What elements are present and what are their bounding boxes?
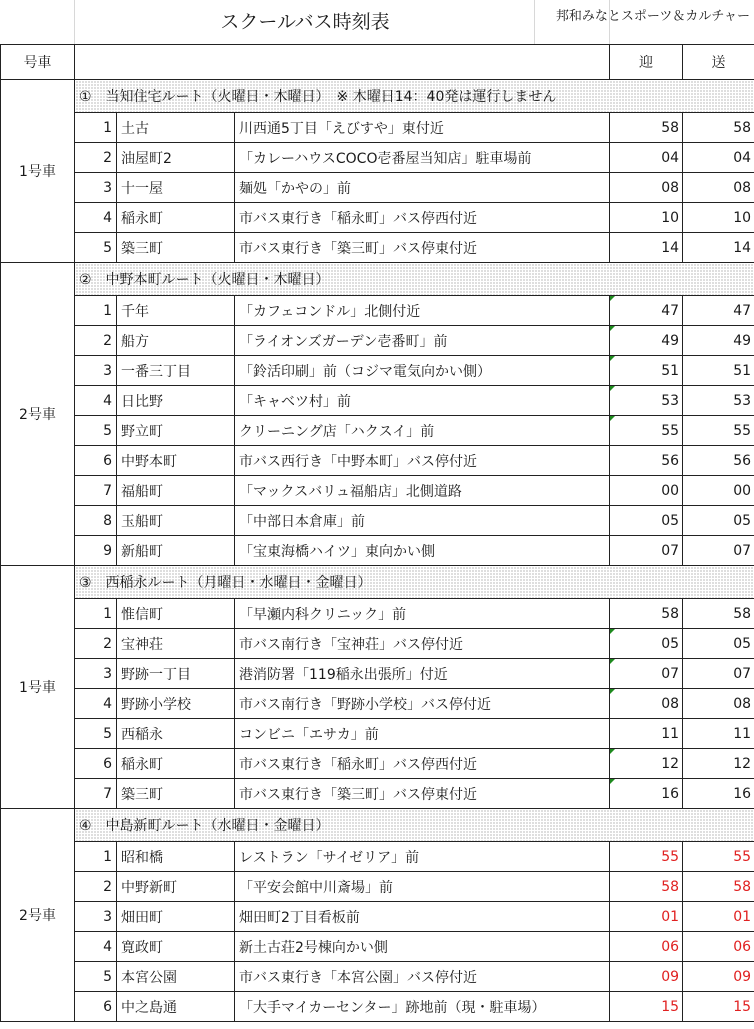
stop-number: 1 bbox=[75, 599, 117, 629]
pickup-time: 07 bbox=[610, 536, 683, 566]
pickup-time: 51 bbox=[610, 356, 683, 386]
pickup-time: 55 bbox=[610, 416, 683, 446]
stop-row bbox=[1, 659, 754, 689]
stop-row bbox=[1, 506, 754, 536]
organization-name: 邦和みなとスポーツ＆カルチャー bbox=[555, 9, 750, 24]
dropoff-time: 58 bbox=[683, 599, 754, 629]
stop-row bbox=[1, 719, 754, 749]
stop-row bbox=[1, 386, 754, 416]
pickup-time: 07 bbox=[610, 659, 683, 689]
dropoff-time: 05 bbox=[683, 629, 754, 659]
stop-name: 野跡一丁目 bbox=[117, 659, 235, 689]
stop-number: 6 bbox=[75, 992, 117, 1022]
route-row bbox=[1, 566, 754, 599]
timetable-table bbox=[0, 44, 754, 1022]
dropoff-time: 49 bbox=[683, 326, 754, 356]
stop-location: 麺処「かやの」前 bbox=[235, 173, 610, 203]
stop-number: 7 bbox=[75, 779, 117, 809]
dropoff-time: 06 bbox=[683, 932, 754, 962]
pickup-time: 11 bbox=[610, 719, 683, 749]
blank-header bbox=[75, 45, 610, 80]
pickup-time: 05 bbox=[610, 506, 683, 536]
bus-number: 1号車 bbox=[1, 80, 75, 263]
stop-location: 市バス東行き「築三町」バス停東付近 bbox=[235, 779, 610, 809]
stop-row bbox=[1, 476, 754, 506]
stop-location: 市バス東行き「稲永町」バス停西付近 bbox=[235, 749, 610, 779]
dropoff-time: 56 bbox=[683, 446, 754, 476]
stop-row bbox=[1, 203, 754, 233]
route-name: ③ 西稲永ルート（月曜日・水曜日・金曜日） bbox=[75, 566, 754, 599]
pickup-time: 12 bbox=[610, 749, 683, 779]
pickup-column-header: 迎 bbox=[610, 45, 683, 80]
stop-name: 福船町 bbox=[117, 476, 235, 506]
route-row bbox=[1, 80, 754, 113]
stop-name: 昭和橋 bbox=[117, 842, 235, 872]
stop-number: 3 bbox=[75, 356, 117, 386]
stop-row bbox=[1, 629, 754, 659]
stop-row bbox=[1, 173, 754, 203]
stop-location: 「宝東海橋ハイツ」東向かい側 bbox=[235, 536, 610, 566]
dropoff-time: 47 bbox=[683, 296, 754, 326]
dropoff-time: 09 bbox=[683, 962, 754, 992]
pickup-time: 47 bbox=[610, 296, 683, 326]
pickup-time: 56 bbox=[610, 446, 683, 476]
dropoff-time: 01 bbox=[683, 902, 754, 932]
stop-name: 稲永町 bbox=[117, 749, 235, 779]
stop-number: 1 bbox=[75, 842, 117, 872]
car-column-header: 号車 bbox=[1, 45, 75, 80]
route-row bbox=[1, 263, 754, 296]
page-title: スクールバス時刻表 bbox=[220, 11, 390, 33]
stop-name: 中野新町 bbox=[117, 872, 235, 902]
dropoff-time: 55 bbox=[683, 842, 754, 872]
dropoff-time: 05 bbox=[683, 506, 754, 536]
dropoff-time: 15 bbox=[683, 992, 754, 1022]
stop-row bbox=[1, 113, 754, 143]
stop-number: 2 bbox=[75, 143, 117, 173]
stop-name: 中之島通 bbox=[117, 992, 235, 1022]
stop-name: 稲永町 bbox=[117, 203, 235, 233]
stop-name: 畑田町 bbox=[117, 902, 235, 932]
dropoff-time: 58 bbox=[683, 113, 754, 143]
stop-row bbox=[1, 296, 754, 326]
dropoff-time: 08 bbox=[683, 173, 754, 203]
stop-name: 宝神荘 bbox=[117, 629, 235, 659]
stop-location: 「大手マイカーセンター」跡地前（現・駐車場） bbox=[235, 992, 610, 1022]
stop-name: 油屋町2 bbox=[117, 143, 235, 173]
stop-name: 土古 bbox=[117, 113, 235, 143]
stop-location: 「キャベツ村」前 bbox=[235, 386, 610, 416]
dropoff-time: 53 bbox=[683, 386, 754, 416]
route-name: ④ 中島新町ルート（水曜日・金曜日） bbox=[75, 809, 754, 842]
stop-number: 2 bbox=[75, 326, 117, 356]
route-name: ① 当知住宅ルート（火曜日・木曜日） ※ 木曜日14：40発は運行しません bbox=[75, 80, 754, 113]
stop-row bbox=[1, 749, 754, 779]
stop-location: 「中部日本倉庫」前 bbox=[235, 506, 610, 536]
pickup-time: 58 bbox=[610, 872, 683, 902]
pickup-time: 10 bbox=[610, 203, 683, 233]
stop-name: 寛政町 bbox=[117, 932, 235, 962]
stop-name: 野立町 bbox=[117, 416, 235, 446]
dropoff-time: 12 bbox=[683, 749, 754, 779]
pickup-time: 06 bbox=[610, 932, 683, 962]
stop-number: 6 bbox=[75, 446, 117, 476]
stop-name: 本宮公園 bbox=[117, 962, 235, 992]
stop-row bbox=[1, 932, 754, 962]
pickup-time: 08 bbox=[610, 689, 683, 719]
dropoff-time: 51 bbox=[683, 356, 754, 386]
dropoff-time: 16 bbox=[683, 779, 754, 809]
stop-row bbox=[1, 143, 754, 173]
route-name: ② 中野本町ルート（火曜日・木曜日） bbox=[75, 263, 754, 296]
bus-number: 2号車 bbox=[1, 263, 75, 566]
stop-row bbox=[1, 779, 754, 809]
bus-number: 1号車 bbox=[1, 566, 75, 809]
stop-location: 市バス東行き「本宮公園」バス停付近 bbox=[235, 962, 610, 992]
stop-number: 3 bbox=[75, 902, 117, 932]
pickup-time: 15 bbox=[610, 992, 683, 1022]
pickup-time: 58 bbox=[610, 599, 683, 629]
pickup-time: 00 bbox=[610, 476, 683, 506]
stop-location: 市バス南行き「野跡小学校」バス停付近 bbox=[235, 689, 610, 719]
dropoff-time: 07 bbox=[683, 659, 754, 689]
pickup-time: 09 bbox=[610, 962, 683, 992]
stop-name: 一番三丁目 bbox=[117, 356, 235, 386]
pickup-time: 16 bbox=[610, 779, 683, 809]
stop-name: 十一屋 bbox=[117, 173, 235, 203]
stop-name: 玉船町 bbox=[117, 506, 235, 536]
stop-row bbox=[1, 902, 754, 932]
pickup-time: 01 bbox=[610, 902, 683, 932]
dropoff-time: 04 bbox=[683, 143, 754, 173]
stop-location: 「鈴活印刷」前（コジマ電気向かい側） bbox=[235, 356, 610, 386]
stop-name: 築三町 bbox=[117, 779, 235, 809]
stop-number: 1 bbox=[75, 296, 117, 326]
stop-number: 6 bbox=[75, 749, 117, 779]
dropoff-time: 00 bbox=[683, 476, 754, 506]
stop-number: 9 bbox=[75, 536, 117, 566]
pickup-time: 05 bbox=[610, 629, 683, 659]
stop-number: 3 bbox=[75, 659, 117, 689]
stop-row bbox=[1, 536, 754, 566]
pickup-time: 55 bbox=[610, 842, 683, 872]
stop-name: 千年 bbox=[117, 296, 235, 326]
stop-name: 野跡小学校 bbox=[117, 689, 235, 719]
dropoff-time: 11 bbox=[683, 719, 754, 749]
stop-row bbox=[1, 962, 754, 992]
stop-number: 5 bbox=[75, 233, 117, 263]
stop-number: 4 bbox=[75, 932, 117, 962]
stop-row bbox=[1, 842, 754, 872]
stop-number: 4 bbox=[75, 689, 117, 719]
stop-number: 4 bbox=[75, 386, 117, 416]
stop-location: 川西通5丁目「えびすや」東付近 bbox=[235, 113, 610, 143]
pickup-time: 14 bbox=[610, 233, 683, 263]
stop-location: 市バス南行き「宝神荘」バス停付近 bbox=[235, 629, 610, 659]
stop-row bbox=[1, 356, 754, 386]
stop-location: 港消防署「119稲永出張所」付近 bbox=[235, 659, 610, 689]
pickup-time: 49 bbox=[610, 326, 683, 356]
stop-location: 「マックスバリュ福船店」北側道路 bbox=[235, 476, 610, 506]
dropoff-time: 07 bbox=[683, 536, 754, 566]
stop-number: 2 bbox=[75, 629, 117, 659]
stop-row bbox=[1, 992, 754, 1022]
stop-number: 5 bbox=[75, 962, 117, 992]
stop-location: 「早瀬内科クリニック」前 bbox=[235, 599, 610, 629]
stop-number: 4 bbox=[75, 203, 117, 233]
header-row bbox=[1, 45, 754, 80]
stop-location: レストラン「サイゼリア」前 bbox=[235, 842, 610, 872]
stop-row bbox=[1, 872, 754, 902]
stop-number: 5 bbox=[75, 416, 117, 446]
stop-number: 7 bbox=[75, 476, 117, 506]
stop-location: 「平安会館中川斎場」前 bbox=[235, 872, 610, 902]
dropoff-time: 08 bbox=[683, 689, 754, 719]
stop-name: 中野本町 bbox=[117, 446, 235, 476]
stop-name: 築三町 bbox=[117, 233, 235, 263]
stop-location: 市バス西行き「中野本町」バス停付近 bbox=[235, 446, 610, 476]
stop-location: 「カフェコンドル」北側付近 bbox=[235, 296, 610, 326]
stop-number: 8 bbox=[75, 506, 117, 536]
pickup-time: 58 bbox=[610, 113, 683, 143]
stop-location: 市バス東行き「築三町」バス停東付近 bbox=[235, 233, 610, 263]
stop-row bbox=[1, 326, 754, 356]
bus-number: 2号車 bbox=[1, 809, 75, 1022]
stop-row bbox=[1, 446, 754, 476]
stop-location: 「ライオンズガーデン壱番町」前 bbox=[235, 326, 610, 356]
stop-row bbox=[1, 416, 754, 446]
dropoff-time: 55 bbox=[683, 416, 754, 446]
stop-location: コンビニ「エサカ」前 bbox=[235, 719, 610, 749]
stop-number: 5 bbox=[75, 719, 117, 749]
dropoff-column-header: 送 bbox=[683, 45, 754, 80]
stop-location: 新土古荘2号棟向かい側 bbox=[235, 932, 610, 962]
pickup-time: 08 bbox=[610, 173, 683, 203]
stop-row bbox=[1, 233, 754, 263]
stop-row bbox=[1, 599, 754, 629]
dropoff-time: 58 bbox=[683, 872, 754, 902]
stop-name: 新船町 bbox=[117, 536, 235, 566]
pickup-time: 53 bbox=[610, 386, 683, 416]
stop-number: 3 bbox=[75, 173, 117, 203]
stop-location: 「カレーハウスCOCO壱番屋当知店」駐車場前 bbox=[235, 143, 610, 173]
stop-number: 2 bbox=[75, 872, 117, 902]
stop-location: 畑田町2丁目看板前 bbox=[235, 902, 610, 932]
stop-name: 船方 bbox=[117, 326, 235, 356]
stop-row bbox=[1, 689, 754, 719]
stop-number: 1 bbox=[75, 113, 117, 143]
stop-location: 市バス東行き「稲永町」バス停西付近 bbox=[235, 203, 610, 233]
dropoff-time: 10 bbox=[683, 203, 754, 233]
stop-name: 日比野 bbox=[117, 386, 235, 416]
pickup-time: 04 bbox=[610, 143, 683, 173]
dropoff-time: 14 bbox=[683, 233, 754, 263]
stop-name: 西稲永 bbox=[117, 719, 235, 749]
stop-location: クリーニング店「ハクスイ」前 bbox=[235, 416, 610, 446]
stop-name: 惟信町 bbox=[117, 599, 235, 629]
route-row bbox=[1, 809, 754, 842]
